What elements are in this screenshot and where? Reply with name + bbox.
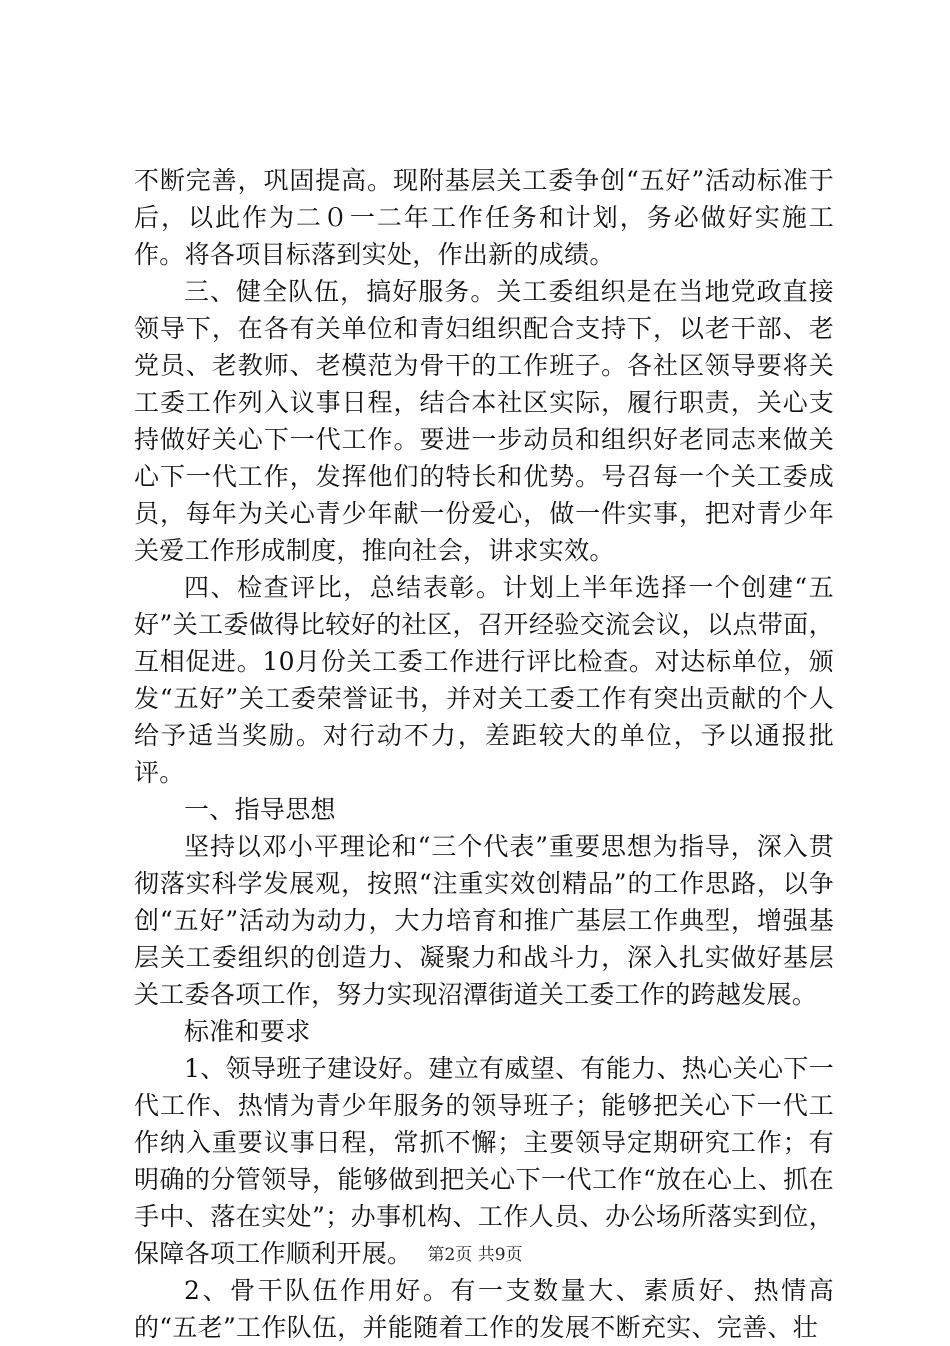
paragraph-guiding-ideology: 坚持以邓小平理论和“三个代表”重要思想为指导，深入贯彻落实科学发展观，按照“注重实效创精品”的工作思路，以争创“五好”活动为动力，大力培育和推广基层工作典型，增强基层关工委组织的创造力、凝聚力和战斗力，深入扎实做好基层关工委各项工作，努力实现沼潭街道关工委工作的跨越发展。: [134, 832, 834, 1009]
heading-guiding-ideology: 一、指导思想: [184, 795, 336, 824]
document-body: [134, 162, 834, 1346]
heading-standards: 标准和要求: [184, 1017, 311, 1046]
paragraph-section-four: 四、检查评比，总结表彰。计划上半年选择一个创建“五好”关工委做得比较好的社区，召开经验交流会议，以点带面，互相促进。10月份关工委工作进行评比检查。对达标单位，颁发“五好”关工委荣誉证书，并对关工委工作有突出贡献的个人给予适当奖励。对行动不力，差距较大的单位，予以通报批评。: [134, 573, 834, 787]
page-footer: 第2页 共9页: [427, 1245, 523, 1265]
paragraph-standard-one: 1、领导班子建设好。建立有威望、有能力、热心关心下一代工作、热情为青少年服务的领导班子；能够把关心下一代工作纳入重要议事日程，常抓不懈；主要领导定期研究工作；有明确的分管领导，能够做到把关心下一代工作“放在心上、抓在手中、落在实处”；办事机构、工作人员、办公场所落实到位，保障各项工作顺利开展。: [134, 1054, 834, 1268]
paragraph-continuation: 不断完善，巩固提高。现附基层关工委争创“五好”活动标准于后，以此作为二０一二年工作任务和计划，务必做好实施工作。将各项目标落到实处，作出新的成绩。: [134, 166, 834, 269]
paragraph-standard-two: 2、骨干队伍作用好。有一支数量大、素质好、热情高的“五老”工作队伍，并能随着工作的发展不断充实、完善、壮: [134, 1276, 834, 1342]
paragraph-section-three: 三、健全队伍，搞好服务。关工委组织是在当地党政直接领导下，在各有关单位和青妇组织配合支持下，以老干部、老党员、老教师、老模范为骨干的工作班子。各社区领导要将关工委工作列入议事日程，结合本社区实际，履行职责，关心支持做好关心下一代工作。要进一步动员和组织好老同志来做关心下一代工作，发挥他们的特长和优势。号召每一个关工委成员，每年为关心青少年献一份爱心，做一件实事，把对青少年关爱工作形成制度，推向社会，讲求实效。: [134, 277, 834, 565]
